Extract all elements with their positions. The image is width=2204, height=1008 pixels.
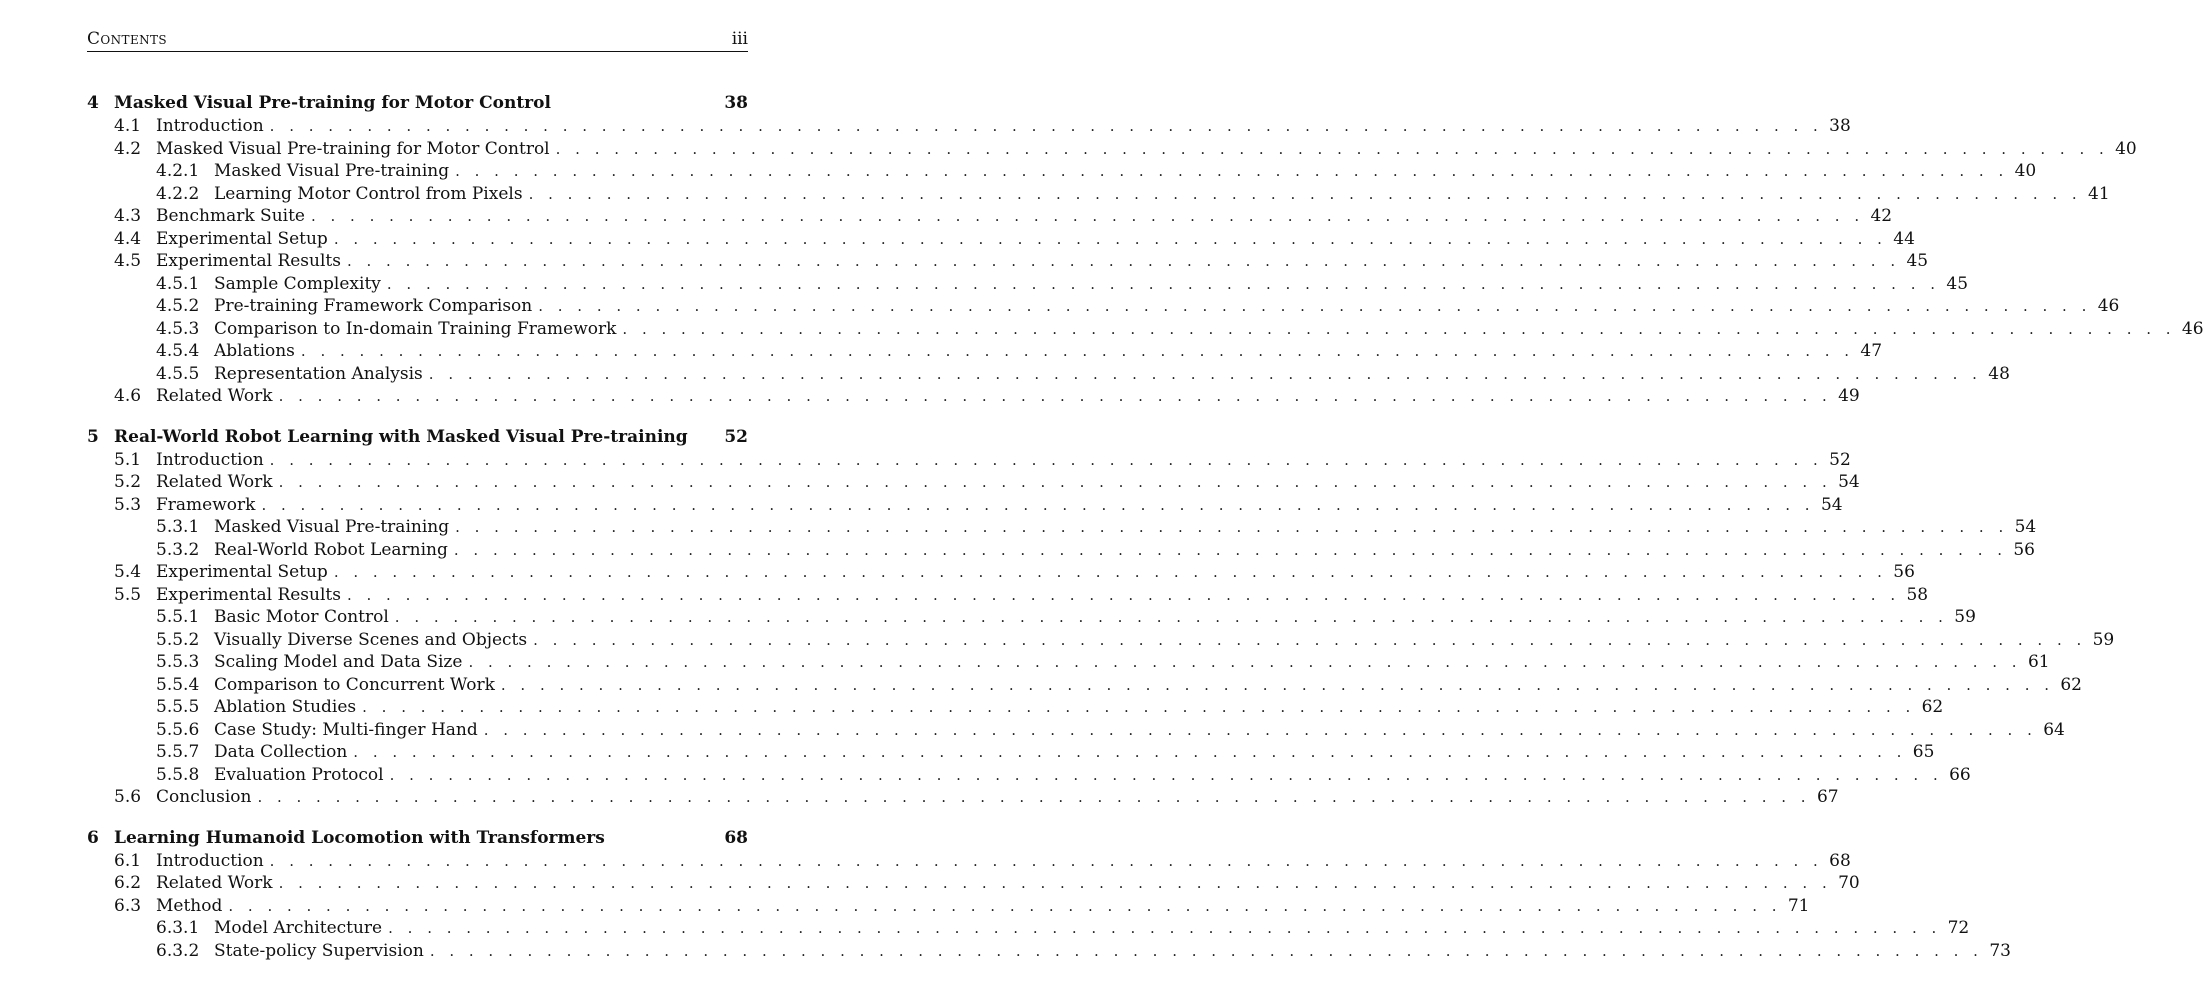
dot-leader: . . . . . . . . . . . . . . . . . . . . . . . . . . . . . . . . . . . . . . . . . . . . . . . . . . . . . . . . . . . . . . . . . . . . . . . . . . . . . . . . <box>555 139 2109 158</box>
toc-section-entry[interactable] <box>87 115 1851 138</box>
dot-leader: . . . . . . . . . . . . . . . . . . . . . . . . . . . . . . . . . . . . . . . . . . . . . . . . . . . . . . . . . . . . . . . . . . . . . . . . . . . . . . . . <box>453 540 2007 559</box>
entry-title: Benchmark Suite <box>156 206 305 226</box>
dot-leader: . . . . . . . . . . . . . . . . . . . . . . . . . . . . . . . . . . . . . . . . . . . . . . . . . . . . . . . . . . . . . . . . . . . . . . . . . . . . . . . . <box>528 184 2082 203</box>
entry-page-number: 54 <box>1820 494 1843 515</box>
entry-title: Framework <box>156 494 256 515</box>
toc-subsection-entry[interactable] <box>87 183 2110 206</box>
chapter-number: 4 <box>87 93 99 113</box>
dot-leader: . . . . . . . . . . . . . . . . . . . . . . . . . . . . . . . . . . . . . . . . . . . . . . . . . . . . . . . . . . . . . . . . . . . . . . . . . . . . . . . . <box>310 207 1865 225</box>
entry-page-number: 73 <box>1989 940 2011 961</box>
entry-title: Basic Motor Control <box>214 607 389 627</box>
toc-section-entry[interactable] <box>87 786 1839 809</box>
entry-page-number: 41 <box>2088 183 2110 204</box>
dot-leader: . . . . . . . . . . . . . . . . . . . . . . . . . . . . . . . . . . . . . . . . . . . . . . . . . . . . . . . . . . . . . . . . . . . . . . . . . . . . . . . . <box>538 297 2092 315</box>
toc-chapter <box>87 91 2204 408</box>
toc-section-entry[interactable] <box>87 872 1860 895</box>
entry-page-number: 64 <box>2043 719 2065 740</box>
dot-leader: . . . . . . . . . . . . . . . . . . . . . . . . . . . . . . . . . . . . . . . . . . . . . . . . . . . . . . . . . . . . . . . . . . . . . . . . . . . . . . . . <box>228 896 1782 915</box>
toc-subsection-entry[interactable] <box>87 539 2035 562</box>
dot-leader: . . . . . . . . . . . . . . . . . . . . . . . . . . . . . . . . . . . . . . . . . . . . . . . . . . . . . . . . . . . . . . . . . . . . . . . . . . . . . . . . <box>455 518 2009 536</box>
toc-subsection-entry[interactable] <box>87 940 2011 963</box>
entry-number: 4.2.2 <box>156 183 200 204</box>
entry-title: Related Work <box>156 386 273 406</box>
dot-leader: . . . . . . . . . . . . . . . . . . . . . . . . . . . . . . . . . . . . . . . . . . . . . . . . . . . . . . . . . . . . . . . . . . . . . . . . . . . . . . . . <box>353 743 1907 761</box>
entry-page-number: 40 <box>2014 161 2037 181</box>
chapter-title: Learning Humanoid Locomotion with Transformers <box>114 827 605 848</box>
dot-leader: . . . . . . . . . . . . . . . . . . . . . . . . . . . . . . . . . . . . . . . . . . . . . . . . . . . . . . . . . . . . . . . . . . . . . . . . . . . . . . . . <box>483 720 2037 739</box>
toc-subsection-entry[interactable] <box>87 318 2204 341</box>
entry-number: 6.1 <box>114 850 142 871</box>
entry-title: Model Architecture <box>214 918 383 938</box>
entry-page-number: 56 <box>2013 539 2035 560</box>
dot-leader: . . . . . . . . . . . . . . . . . . . . . . . . . . . . . . . . . . . . . . . . . . . . . . . . . . . . . . . . . . . . . . . . . . . . . . . . . . . . . . . . <box>389 765 1943 784</box>
entry-number: 4.6 <box>114 386 142 406</box>
entry-page-number: 59 <box>1954 607 1976 627</box>
entry-number: 6.2 <box>114 873 142 893</box>
dot-leader: . . . . . . . . . . . . . . . . . . . . . . . . . . . . . . . . . . . . . . . . . . . . . . . . . . . . . . . . . . . . . . . . . . . . . . . . . . . . . . . . <box>500 675 2054 694</box>
entry-title: Learning Motor Control from Pixels <box>214 183 523 204</box>
entry-title: Representation Analysis <box>214 363 423 384</box>
chapter-title: Real-World Robot Learning with Masked Visual Pre-training <box>114 426 688 447</box>
dot-leader: . . . . . . . . . . . . . . . . . . . . . . . . . . . . . . . . . . . . . . . . . . . . . . . . . . . . . . . . . . . . . . . . . . . . . . . . . . . . . . . . <box>468 653 2022 671</box>
toc-section-entry[interactable] <box>87 561 1915 584</box>
entry-page-number: 58 <box>1906 584 1929 605</box>
toc-chapter <box>87 425 2115 809</box>
entry-page-number: 46 <box>2181 318 2204 339</box>
entry-title: Ablation Studies <box>214 697 357 717</box>
dot-leader: . . . . . . . . . . . . . . . . . . . . . . . . . . . . . . . . . . . . . . . . . . . . . . . . . . . . . . . . . . . . . . . . . . . . . . . . . . . . . . . . <box>261 495 1815 514</box>
toc-section-entry[interactable] <box>87 895 1810 918</box>
dot-leader: . . . . . . . . . . . . . . . . . . . . . . . . . . . . . . . . . . . . . . . . . . . . . . . . . . . . . . . . . . . . . . . . . . . . . . . . . . . . . . . . <box>428 364 1982 383</box>
chapter-page-number: 52 <box>724 426 748 447</box>
entry-number: 4.5.2 <box>156 296 200 316</box>
entry-page-number: 65 <box>1912 742 1935 762</box>
entry-page-number: 66 <box>1949 764 1971 785</box>
entry-page-number: 62 <box>1921 697 1944 717</box>
entry-title: Related Work <box>156 472 273 492</box>
dot-leader: . . . . . . . . . . . . . . . . . . . . . . . . . . . . . . . . . . . . . . . . . . . . . . . . . . . . . . . . . . . . . . . . . . . . . . . . . . . . . . . . <box>346 585 1901 604</box>
chapter-page-number: 38 <box>724 93 748 113</box>
dot-leader: . . . . . . . . . . . . . . . . . . . . . . . . . . . . . . . . . . . . . . . . . . . . . . . . . . . . . . . . . . . . . . . . . . . . . . . . . . . . . . . . <box>388 919 1942 937</box>
toc-subsection-entry[interactable] <box>87 273 1969 296</box>
header-page-number: iii <box>731 29 748 49</box>
entry-page-number: 40 <box>2115 138 2137 159</box>
toc-section-entry[interactable] <box>87 850 1851 873</box>
toc-section-entry[interactable] <box>87 471 1860 494</box>
entry-title: Method <box>156 895 223 916</box>
header-title: Contents <box>87 29 168 49</box>
entry-page-number: 44 <box>1893 228 1915 249</box>
toc-section-entry[interactable] <box>87 138 2137 161</box>
toc-subsection-entry[interactable] <box>87 917 1970 940</box>
entry-title: Introduction <box>156 116 264 136</box>
toc-subsection-entry[interactable] <box>87 516 2037 539</box>
toc-section-entry[interactable] <box>87 584 1929 607</box>
entry-number: 6.3.1 <box>156 918 200 938</box>
dot-leader: . . . . . . . . . . . . . . . . . . . . . . . . . . . . . . . . . . . . . . . . . . . . . . . . . . . . . . . . . . . . . . . . . . . . . . . . . . . . . . . . <box>333 229 1887 248</box>
entry-page-number: 47 <box>1860 341 1883 361</box>
entry-number: 5.6 <box>114 787 142 807</box>
entry-page-number: 46 <box>2097 296 2120 316</box>
entry-page-number: 52 <box>1829 449 1851 470</box>
toc-subsection-entry[interactable] <box>87 606 1976 629</box>
entry-title: Introduction <box>156 850 264 871</box>
entry-page-number: 68 <box>1829 850 1851 871</box>
toc-chapter <box>87 826 2011 963</box>
entry-title: Comparison to In-domain Training Framework <box>214 318 617 339</box>
entry-number: 5.5.5 <box>156 697 200 717</box>
toc-subsection-entry[interactable] <box>87 629 2115 652</box>
entry-page-number: 62 <box>2060 674 2082 695</box>
toc-section-entry[interactable] <box>87 228 1915 251</box>
entry-title: Ablations <box>214 341 295 361</box>
entry-page-number: 54 <box>1838 472 1860 492</box>
toc-subsection-entry[interactable] <box>87 764 1971 787</box>
entry-page-number: 48 <box>1988 363 2010 384</box>
dot-leader: . . . . . . . . . . . . . . . . . . . . . . . . . . . . . . . . . . . . . . . . . . . . . . . . . . . . . . . . . . . . . . . . . . . . . . . . . . . . . . . . <box>269 450 1823 469</box>
entry-page-number: 59 <box>2092 629 2115 650</box>
dot-leader: . . . . . . . . . . . . . . . . . . . . . . . . . . . . . . . . . . . . . . . . . . . . . . . . . . . . . . . . . . . . . . . . . . . . . . . . . . . . . . . . <box>386 274 1941 293</box>
dot-leader: . . . . . . . . . . . . . . . . . . . . . . . . . . . . . . . . . . . . . . . . . . . . . . . . . . . . . . . . . . . . . . . . . . . . . . . . . . . . . . . . <box>622 319 2176 338</box>
entry-title: Experimental Setup <box>156 562 328 582</box>
toc-section-entry[interactable] <box>87 494 1843 517</box>
entry-page-number: 54 <box>2014 517 2037 537</box>
chapter-number: 6 <box>87 827 99 848</box>
entry-page-number: 71 <box>1787 895 1810 916</box>
running-header <box>87 29 748 52</box>
toc-subsection-entry[interactable] <box>87 696 1944 719</box>
entry-number: 4.2.1 <box>156 161 200 181</box>
entry-title: Introduction <box>156 449 264 470</box>
entry-title: Real-World Robot Learning <box>214 539 448 560</box>
entry-title: Experimental Results <box>156 251 341 271</box>
dot-leader: . . . . . . . . . . . . . . . . . . . . . . . . . . . . . . . . . . . . . . . . . . . . . . . . . . . . . . . . . . . . . . . . . . . . . . . . . . . . . . . . <box>429 941 1983 960</box>
entry-title: Conclusion <box>156 787 252 807</box>
entry-number: 5.5.4 <box>156 674 200 695</box>
toc-subsection-entry[interactable] <box>87 340 1883 363</box>
entry-title: Comparison to Concurrent Work <box>214 674 495 695</box>
toc-section-entry[interactable] <box>87 205 1893 228</box>
toc-subsection-entry[interactable] <box>87 719 2065 742</box>
entry-page-number: 72 <box>1947 918 1970 938</box>
toc-section-entry[interactable] <box>87 385 1860 408</box>
entry-number: 6.3 <box>114 895 142 916</box>
entry-title: Experimental Results <box>156 584 341 605</box>
toc-subsection-entry[interactable] <box>87 651 2050 674</box>
toc-subsection-entry[interactable] <box>87 160 2037 183</box>
entry-title: Masked Visual Pre-training for Motor Control <box>156 138 550 159</box>
entry-page-number: 61 <box>2027 652 2050 672</box>
entry-page-number: 67 <box>1816 787 1839 807</box>
dot-leader: . . . . . . . . . . . . . . . . . . . . . . . . . . . . . . . . . . . . . . . . . . . . . . . . . . . . . . . . . . . . . . . . . . . . . . . . . . . . . . . . <box>257 788 1811 806</box>
entry-title: State-policy Supervision <box>214 940 424 961</box>
toc-section-entry[interactable] <box>87 250 1929 273</box>
entry-number: 4.5.5 <box>156 363 200 384</box>
entry-title: Data Collection <box>214 742 348 762</box>
dot-leader: . . . . . . . . . . . . . . . . . . . . . . . . . . . . . . . . . . . . . . . . . . . . . . . . . . . . . . . . . . . . . . . . . . . . . . . . . . . . . . . . <box>278 473 1832 491</box>
toc-subsection-entry[interactable] <box>87 363 2010 386</box>
table-of-contents <box>87 91 2204 979</box>
entry-number: 5.5.7 <box>156 742 200 762</box>
entry-title: Case Study: Multi-finger Hand <box>214 719 478 740</box>
entry-number: 4.5.1 <box>156 273 200 294</box>
entry-number: 4.5 <box>114 251 142 271</box>
dot-leader: . . . . . . . . . . . . . . . . . . . . . . . . . . . . . . . . . . . . . . . . . . . . . . . . . . . . . . . . . . . . . . . . . . . . . . . . . . . . . . . . <box>269 851 1823 870</box>
entry-number: 4.5.4 <box>156 341 200 361</box>
toc-section-entry[interactable] <box>87 449 1851 472</box>
entry-title: Sample Complexity <box>214 273 381 294</box>
entry-number: 6.3.2 <box>156 940 200 961</box>
dot-leader: . . . . . . . . . . . . . . . . . . . . . . . . . . . . . . . . . . . . . . . . . . . . . . . . . . . . . . . . . . . . . . . . . . . . . . . . . . . . . . . . <box>346 252 1901 270</box>
entry-number: 5.5.2 <box>156 629 200 650</box>
toc-chapter-heading[interactable] <box>87 826 748 850</box>
entry-page-number: 70 <box>1838 873 1860 893</box>
entry-title: Experimental Setup <box>156 228 328 249</box>
entry-title: Masked Visual Pre-training <box>214 161 450 181</box>
entry-number: 4.1 <box>114 116 142 136</box>
entry-title: Masked Visual Pre-training <box>214 517 450 537</box>
entry-number: 5.5.6 <box>156 719 200 740</box>
chapter-title: Masked Visual Pre-training for Motor Control <box>114 93 551 113</box>
dot-leader: . . . . . . . . . . . . . . . . . . . . . . . . . . . . . . . . . . . . . . . . . . . . . . . . . . . . . . . . . . . . . . . . . . . . . . . . . . . . . . . . <box>362 698 1916 716</box>
entry-number: 4.2 <box>114 138 142 159</box>
chapter-page-number: 68 <box>724 827 748 848</box>
entry-title: Pre-training Framework Comparison <box>214 296 533 316</box>
dot-leader: . . . . . . . . . . . . . . . . . . . . . . . . . . . . . . . . . . . . . . . . . . . . . . . . . . . . . . . . . . . . . . . . . . . . . . . . . . . . . . . . <box>300 342 1855 360</box>
dot-leader: . . . . . . . . . . . . . . . . . . . . . . . . . . . . . . . . . . . . . . . . . . . . . . . . . . . . . . . . . . . . . . . . . . . . . . . . . . . . . . . . <box>278 874 1832 892</box>
entry-page-number: 45 <box>1906 251 1929 271</box>
entry-page-number: 45 <box>1946 273 1969 294</box>
entry-number: 5.3 <box>114 494 142 515</box>
entry-page-number: 38 <box>1829 116 1851 136</box>
entry-number: 5.5.1 <box>156 607 200 627</box>
entry-number: 5.1 <box>114 449 142 470</box>
entry-number: 5.2 <box>114 472 142 492</box>
entry-number: 5.5 <box>114 584 142 605</box>
entry-number: 4.5.3 <box>156 318 200 339</box>
entry-number: 5.5.3 <box>156 652 200 672</box>
entry-number: 4.3 <box>114 206 142 226</box>
dot-leader: . . . . . . . . . . . . . . . . . . . . . . . . . . . . . . . . . . . . . . . . . . . . . . . . . . . . . . . . . . . . . . . . . . . . . . . . . . . . . . . . <box>533 630 2087 649</box>
dot-leader: . . . . . . . . . . . . . . . . . . . . . . . . . . . . . . . . . . . . . . . . . . . . . . . . . . . . . . . . . . . . . . . . . . . . . . . . . . . . . . . . <box>394 608 1948 626</box>
entry-page-number: 56 <box>1893 562 1915 582</box>
entry-title: Scaling Model and Data Size <box>214 652 463 672</box>
entry-number: 5.4 <box>114 562 142 582</box>
dot-leader: . . . . . . . . . . . . . . . . . . . . . . . . . . . . . . . . . . . . . . . . . . . . . . . . . . . . . . . . . . . . . . . . . . . . . . . . . . . . . . . . <box>278 387 1832 405</box>
entry-title: Visually Diverse Scenes and Objects <box>214 629 528 650</box>
toc-subsection-entry[interactable] <box>87 741 1935 764</box>
toc-chapter-heading[interactable] <box>87 425 748 449</box>
dot-leader: . . . . . . . . . . . . . . . . . . . . . . . . . . . . . . . . . . . . . . . . . . . . . . . . . . . . . . . . . . . . . . . . . . . . . . . . . . . . . . . . <box>333 563 1887 581</box>
toc-subsection-entry[interactable] <box>87 674 2082 697</box>
entry-number: 5.3.2 <box>156 539 200 560</box>
dot-leader: . . . . . . . . . . . . . . . . . . . . . . . . . . . . . . . . . . . . . . . . . . . . . . . . . . . . . . . . . . . . . . . . . . . . . . . . . . . . . . . . <box>455 162 2009 180</box>
dot-leader: . . . . . . . . . . . . . . . . . . . . . . . . . . . . . . . . . . . . . . . . . . . . . . . . . . . . . . . . . . . . . . . . . . . . . . . . . . . . . . . . <box>269 117 1823 135</box>
toc-subsection-entry[interactable] <box>87 295 2120 318</box>
entry-number: 5.5.8 <box>156 764 200 785</box>
entry-page-number: 49 <box>1838 386 1860 406</box>
entry-title: Related Work <box>156 873 273 893</box>
entry-number: 4.4 <box>114 228 142 249</box>
entry-number: 5.3.1 <box>156 517 200 537</box>
entry-title: Evaluation Protocol <box>214 764 384 785</box>
chapter-number: 5 <box>87 426 99 447</box>
entry-page-number: 42 <box>1870 206 1893 226</box>
toc-chapter-heading[interactable] <box>87 91 748 115</box>
